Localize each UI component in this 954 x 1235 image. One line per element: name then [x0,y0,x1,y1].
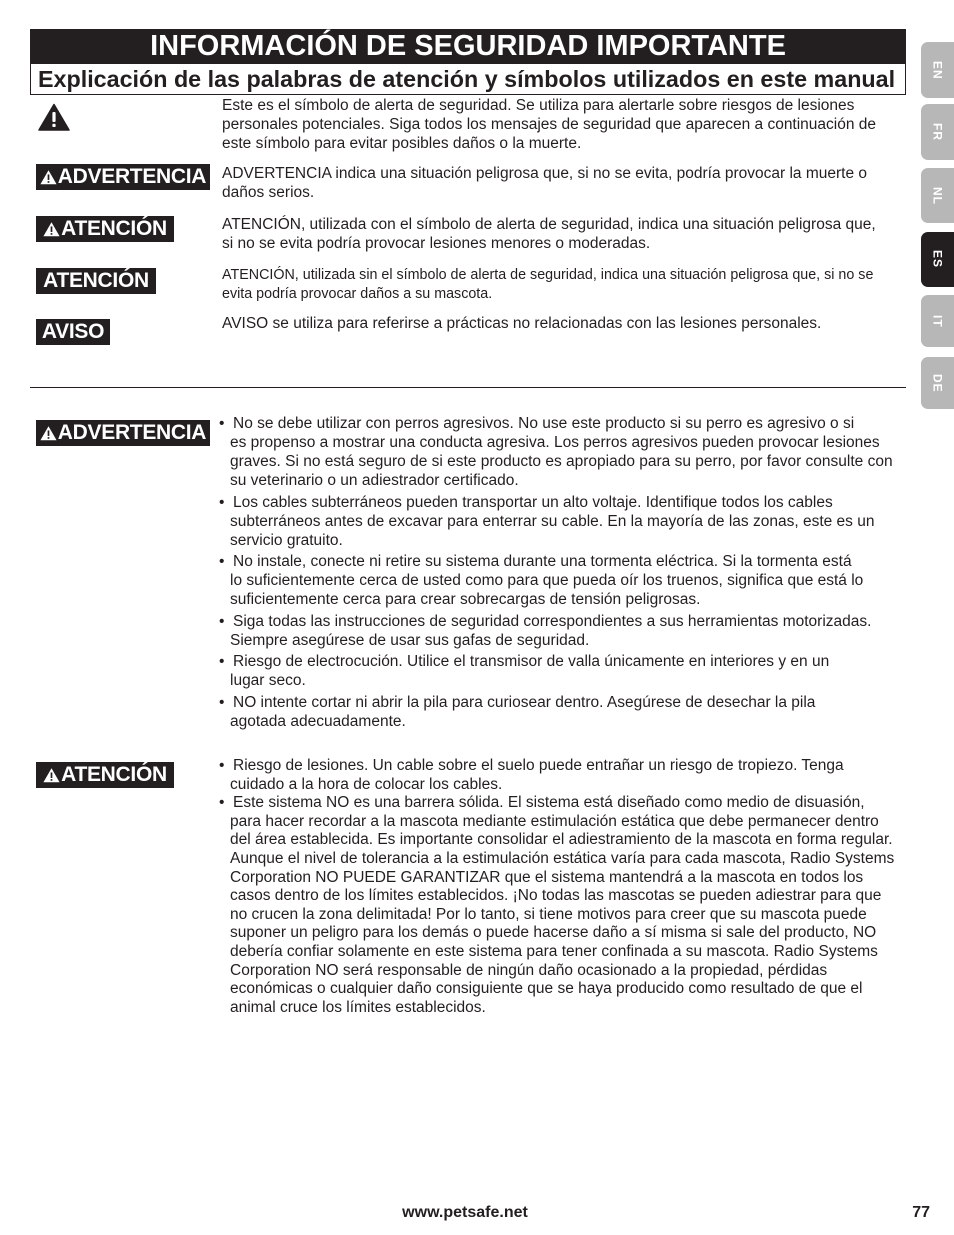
warning-item: • Siga todas las instrucciones de seguridad correspondientes a sus herramientas motorizadas. Siempre asegúrese de usar sus gafas de seguridad. [219,612,893,650]
language-tab-en [921,42,954,98]
advertencia-description: ADVERTENCIA indica una situación peligrosa que, si no se evita, podría provocar la muerte o daños serios. [222,164,868,201]
caution-list [219,757,894,1017]
language-tab-label: NL [930,186,945,205]
badge-label: ATENCIÓN [61,763,167,786]
atencion-badge [36,762,174,788]
language-tab-label: ES [930,250,945,269]
language-tab-label: DE [930,373,945,393]
language-tab-it [921,295,954,347]
atencion-without-symbol-description: ATENCIÓN, utilizada sin el símbolo de alerta de seguridad, indica una situación peligrosa que, si no se evita podría provocar daños a su mascota. [222,267,874,302]
language-tab-es [921,232,954,287]
aviso-badge [36,319,110,345]
badge-label: ATENCIÓN [61,217,167,240]
badge-label: ATENCIÓN [43,269,149,292]
warning-item: • No se debe utilizar con perros agresivos. No use este producto si su perro es agresivo o si es propenso a mostrar una conducta agresiva. Los perros agresivos pueden provocar lesiones graves. Si no está seguro de si este producto es apropiado para su perro, por favor consulte con su veterinario o un adiestrador certificado. [219,414,893,490]
language-tab-label: EN [930,60,945,80]
warning-list [219,414,893,733]
warning-item: • Los cables subterráneos pueden transportar un alto voltaje. Identifique todos los cables subterráneos antes de excavar para enterrar su cable. En la mayoría de las zonas, este es un servicio gratuito. [219,493,893,550]
atencion-with-symbol-description: ATENCIÓN, utilizada con el símbolo de alerta de seguridad, indica una situación peligrosa que, si no se evita podría provocar lesiones menores o moderadas. [222,215,876,252]
language-tab-de [921,357,954,409]
section-divider [30,387,906,388]
aviso-description: AVISO se utiliza para referirse a prácticas no relacionadas con las lesiones personales. [222,314,822,332]
warning-item: • No instale, conecte ni retire su sistema durante una tormenta eléctrica. Si la tormenta está lo suficientemente cerca de usted como para que pueda oír los truenos, significa que está lo suficientemente cerca para crear sobrecargas de tensión peligrosas. [219,552,893,609]
warning-triangle-icon [43,767,60,783]
warning-triangle-icon [38,103,70,131]
page-title: INFORMACIÓN DE SEGURIDAD IMPORTANTE [30,29,906,63]
atencion-badge [36,216,174,242]
caution-item: • Este sistema NO es una barrera sólida. El sistema está diseñado como medio de disuasión, para hacer recordar a la mascota mediante estimulación estática que debe permanecer dentro del área establecida. Es importante consolidar el adiestramiento de la mascota en forma regular. Aunque el nivel de tolerancia a la estimulación estática varía para cada mascota, Radio Systems Corporation NO PUEDE GARANTIZAR que el sistema mantendrá a la mascota en todos los casos dentro de los límites establecidos. ¡No todas las mascotas se pueden adiestrar para que no crucen la zona delimitada! Por lo tanto, si tiene motivos para creer que su mascota puede suponer un peligro para los demás o puede hacerse daño a sí misma si sale del producto, NO debería confiar solamente en este sistema para tener confinada a su mascota. Radio Systems Corporation NO será responsable de ningún daño ocasionado a la propiedad, pérdidas económicas o cualquier daño consiguiente que se haya producido como resultado de que el animal cruce los límites establecidos. [219,794,894,1017]
warning-item: • Riesgo de electrocución. Utilice el transmisor de valla únicamente en interiores y en un lugar seco. [219,652,893,690]
warning-triangle-icon [40,425,57,441]
language-tab-label: IT [930,314,945,328]
section-subtitle: Explicación de las palabras de atención y símbolos utilizados en este manual [30,63,906,95]
warning-triangle-icon [40,169,57,185]
badge-label: AVISO [41,320,105,343]
advertencia-badge [36,164,210,190]
language-tab-fr [921,104,954,160]
safety-alert-symbol-description: Este es el símbolo de alerta de seguridad. Se utiliza para alertarle sobre riesgos de lesiones personales potenciales. Siga todos los mensajes de seguridad que aparecen a continuación de este símbolo para evitar posibles daños o la muerte. [222,97,877,152]
badge-label: ADVERTENCIA [57,421,207,444]
warning-item: • NO intente cortar ni abrir la pila para curiosear dentro. Asegúrese de desechar la pila agotada adecuadamente. [219,693,893,731]
footer-website-link[interactable]: www.petsafe.net [402,1204,528,1221]
atencion-no-symbol-badge [36,268,156,294]
advertencia-badge [36,420,210,446]
language-tab-nl [921,168,954,223]
badge-label: ADVERTENCIA [57,165,207,188]
language-tab-label: FR [930,123,945,141]
caution-item: • Riesgo de lesiones. Un cable sobre el suelo puede entrañar un riesgo de tropiezo. Tenga cuidado a la hora de colocar los cables. [219,757,894,794]
warning-triangle-icon [43,221,60,237]
page-number: 77 [912,1204,930,1221]
